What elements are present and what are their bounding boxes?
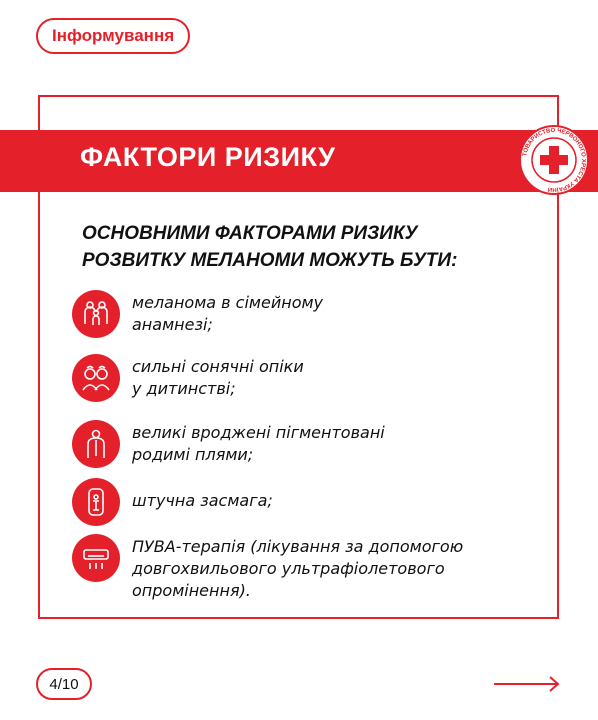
risk-item-tanning <box>72 478 532 526</box>
risk-line: штучна засмага; <box>132 491 273 510</box>
uv-device-icon <box>72 534 120 582</box>
risk-line: родимі плями; <box>132 445 254 464</box>
risk-item-puva <box>72 534 532 602</box>
risk-line: довгохвильового ультрафіолетового <box>132 559 445 578</box>
svg-text:ТОВАРИСТВО ЧЕРВОНОГО ХРЕСТА УК: ТОВАРИСТВО ЧЕРВОНОГО ХРЕСТА УКРАЇНИ <box>522 127 587 193</box>
risk-item-text <box>132 534 463 602</box>
intro-line-1: ОСНОВНИМИ ФАКТОРАМИ РИЗИКУ <box>82 223 418 244</box>
risk-line: ПУВА-терапія (лікування за допомогою <box>132 537 464 556</box>
family-icon <box>72 290 120 338</box>
children-icon <box>72 354 120 402</box>
risk-item-text <box>132 290 323 336</box>
risk-line: анамнезі; <box>132 315 213 334</box>
intro-heading <box>82 220 522 274</box>
category-tag[interactable]: Інформування <box>36 18 190 54</box>
risk-line: опромінення). <box>132 581 251 600</box>
risk-item-family <box>72 290 532 338</box>
next-arrow-icon[interactable] <box>492 674 562 694</box>
risk-item-sunburn <box>72 354 532 402</box>
risk-item-moles <box>72 420 532 468</box>
risk-item-text <box>132 420 385 466</box>
intro-line-2: РОЗВИТКУ МЕЛАНОМИ МОЖУТЬ БУТИ: <box>82 250 458 271</box>
back-body-icon <box>72 420 120 468</box>
risk-item-text <box>132 354 304 400</box>
risk-line: у дитинстві; <box>132 379 236 398</box>
red-cross-logo-icon <box>518 124 590 196</box>
risk-line: меланома в сімейному <box>132 293 324 312</box>
risk-item-text <box>132 478 273 512</box>
page-indicator: 4/10 <box>36 668 92 700</box>
page-title: ФАКТОРИ РИЗИКУ <box>80 142 336 172</box>
risk-line: великі вроджені пігментовані <box>132 423 385 442</box>
risk-line: сильні сонячні опіки <box>132 357 304 376</box>
tanning-bed-icon <box>72 478 120 526</box>
